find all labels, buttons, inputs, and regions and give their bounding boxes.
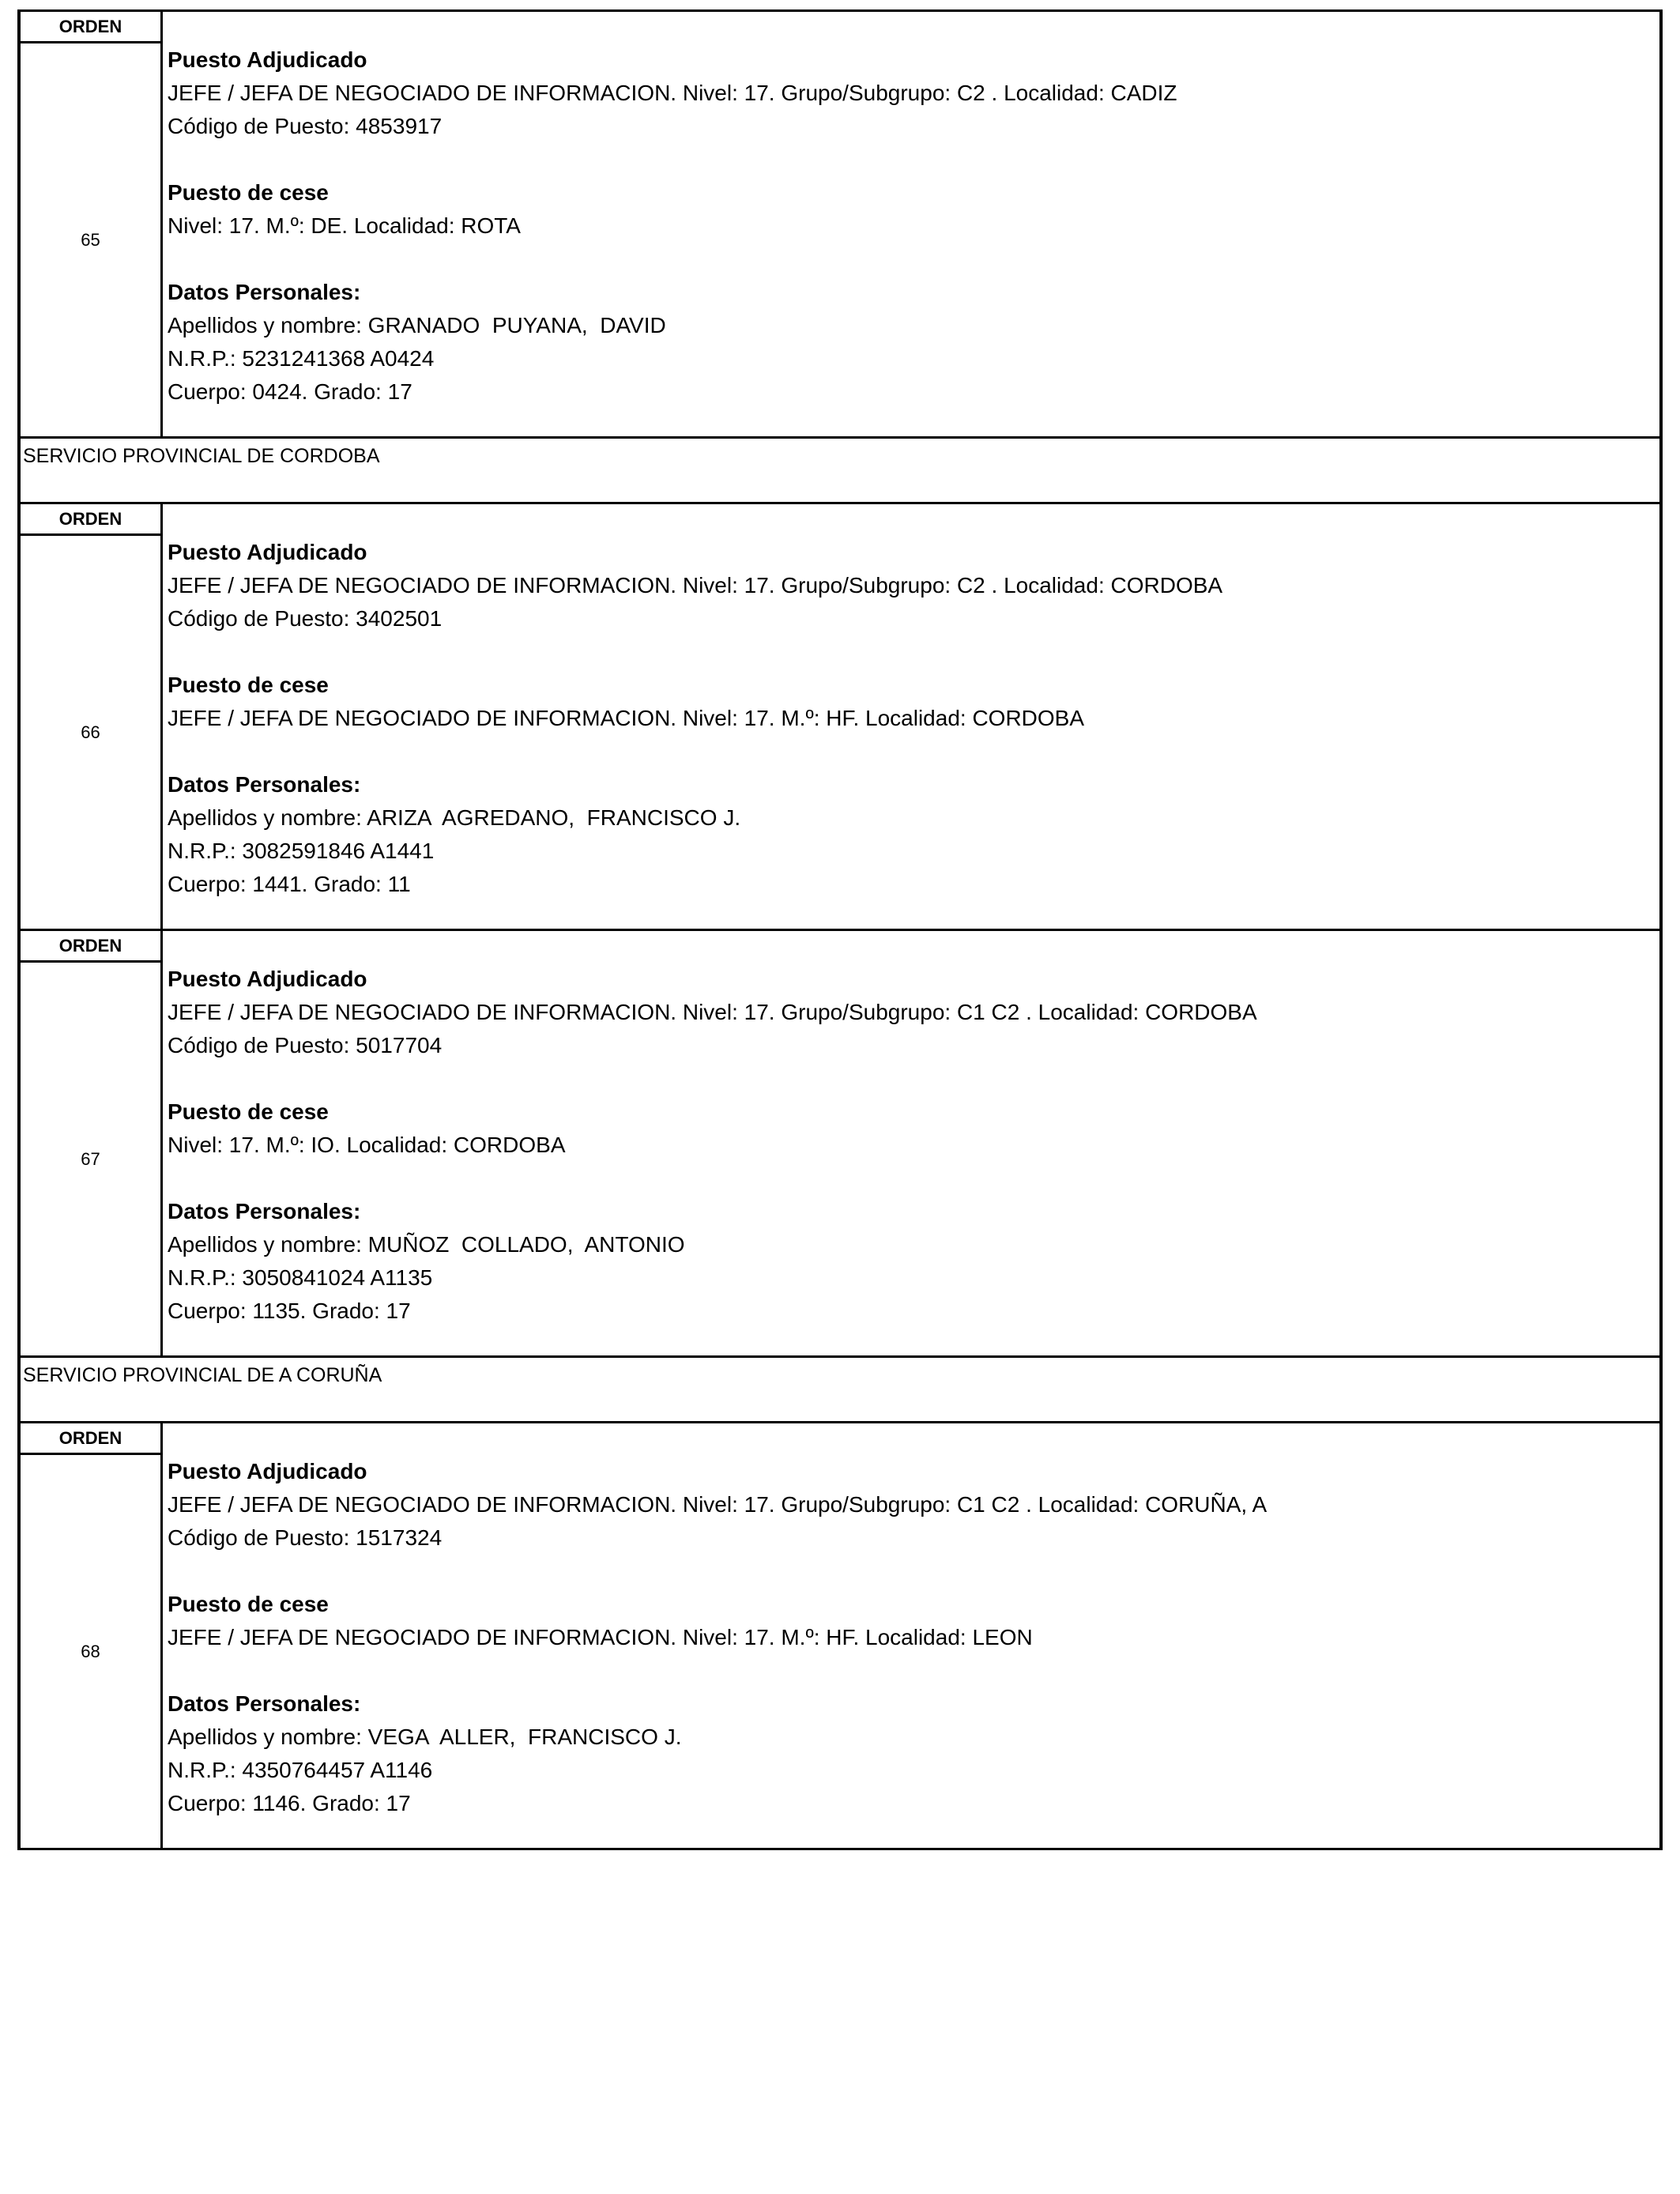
datos-personales-heading: Datos Personales: <box>168 772 361 797</box>
orden-number: 67 <box>81 1148 100 1169</box>
puesto-adjudicado-heading: Puesto Adjudicado <box>168 967 367 991</box>
record-67 <box>21 929 1659 1355</box>
puesto-cese-heading: Puesto de cese <box>168 673 329 697</box>
orden-number: 66 <box>81 722 100 742</box>
record-65 <box>21 9 1659 436</box>
record-details <box>163 931 1659 1355</box>
puesto-cese-heading: Puesto de cese <box>168 180 329 205</box>
orden-header: ORDEN <box>21 12 160 43</box>
orden-number: 68 <box>81 1641 100 1661</box>
orden-header: ORDEN <box>21 1423 160 1455</box>
nrp: N.R.P.: 5231241368 A0424 <box>168 346 435 371</box>
datos-personales-heading: Datos Personales: <box>168 1199 361 1223</box>
puesto-adjudicado-text: JEFE / JEFA DE NEGOCIADO DE INFORMACION. Nivel: 17. Grupo/Subgrupo: C1 C2 . Localidad: CORDOBA <box>168 1000 1257 1024</box>
puesto-cese-heading: Puesto de cese <box>168 1592 329 1616</box>
puesto-adjudicado-text: JEFE / JEFA DE NEGOCIADO DE INFORMACION. Nivel: 17. Grupo/Subgrupo: C1 C2 . Localidad: CORUÑA, A <box>168 1492 1268 1517</box>
cuerpo-grado: Cuerpo: 1441. Grado: 11 <box>168 872 411 896</box>
apellidos-nombre: Apellidos y nombre: GRANADO PUYANA, DAVID <box>168 313 666 337</box>
record-details <box>163 1423 1659 1848</box>
apellidos-nombre: Apellidos y nombre: ARIZA AGREDANO, FRANCISCO J. <box>168 805 741 830</box>
puesto-adjudicado-heading: Puesto Adjudicado <box>168 540 367 564</box>
puesto-adjudicado-text: JEFE / JEFA DE NEGOCIADO DE INFORMACION. Nivel: 17. Grupo/Subgrupo: C2 . Localidad: CADIZ <box>168 81 1177 105</box>
section-heading-cordoba: SERVICIO PROVINCIAL DE CORDOBA <box>21 436 1659 502</box>
orden-header: ORDEN <box>21 504 160 536</box>
puesto-cese-text: Nivel: 17. M.º: IO. Localidad: CORDOBA <box>168 1133 566 1157</box>
puesto-cese-text: JEFE / JEFA DE NEGOCIADO DE INFORMACION. Nivel: 17. M.º: HF. Localidad: CORDOBA <box>168 706 1085 730</box>
orden-header: ORDEN <box>21 931 160 963</box>
cuerpo-grado: Cuerpo: 1146. Grado: 17 <box>168 1791 411 1815</box>
record-68 <box>21 1421 1659 1848</box>
codigo-puesto: Código de Puesto: 1517324 <box>168 1525 443 1550</box>
section-heading-coruna: SERVICIO PROVINCIAL DE A CORUÑA <box>21 1355 1659 1421</box>
puesto-cese-text: JEFE / JEFA DE NEGOCIADO DE INFORMACION. Nivel: 17. M.º: HF. Localidad: LEON <box>168 1625 1033 1649</box>
puesto-adjudicado-heading: Puesto Adjudicado <box>168 47 367 72</box>
document-table <box>17 9 1663 1850</box>
record-66 <box>21 502 1659 929</box>
record-details <box>163 12 1659 436</box>
puesto-cese-heading: Puesto de cese <box>168 1099 329 1124</box>
codigo-puesto: Código de Puesto: 5017704 <box>168 1033 443 1057</box>
cuerpo-grado: Cuerpo: 1135. Grado: 17 <box>168 1299 411 1323</box>
apellidos-nombre: Apellidos y nombre: VEGA ALLER, FRANCISCO J. <box>168 1725 682 1749</box>
record-details <box>163 504 1659 929</box>
puesto-cese-text: Nivel: 17. M.º: DE. Localidad: ROTA <box>168 213 521 238</box>
orden-column <box>21 504 163 929</box>
puesto-adjudicado-text: JEFE / JEFA DE NEGOCIADO DE INFORMACION. Nivel: 17. Grupo/Subgrupo: C2 . Localidad: CORDOBA <box>168 573 1223 598</box>
orden-column <box>21 1423 163 1848</box>
orden-column <box>21 931 163 1355</box>
codigo-puesto: Código de Puesto: 3402501 <box>168 606 443 631</box>
codigo-puesto: Código de Puesto: 4853917 <box>168 114 443 138</box>
nrp: N.R.P.: 3050841024 A1135 <box>168 1265 433 1290</box>
orden-number: 65 <box>81 229 100 250</box>
puesto-adjudicado-heading: Puesto Adjudicado <box>168 1459 367 1483</box>
cuerpo-grado: Cuerpo: 0424. Grado: 17 <box>168 379 412 404</box>
nrp: N.R.P.: 3082591846 A1441 <box>168 839 435 863</box>
datos-personales-heading: Datos Personales: <box>168 1691 361 1716</box>
orden-column <box>21 12 163 436</box>
nrp: N.R.P.: 4350764457 A1146 <box>168 1758 433 1782</box>
apellidos-nombre: Apellidos y nombre: MUÑOZ COLLADO, ANTONIO <box>168 1232 685 1257</box>
datos-personales-heading: Datos Personales: <box>168 280 361 304</box>
